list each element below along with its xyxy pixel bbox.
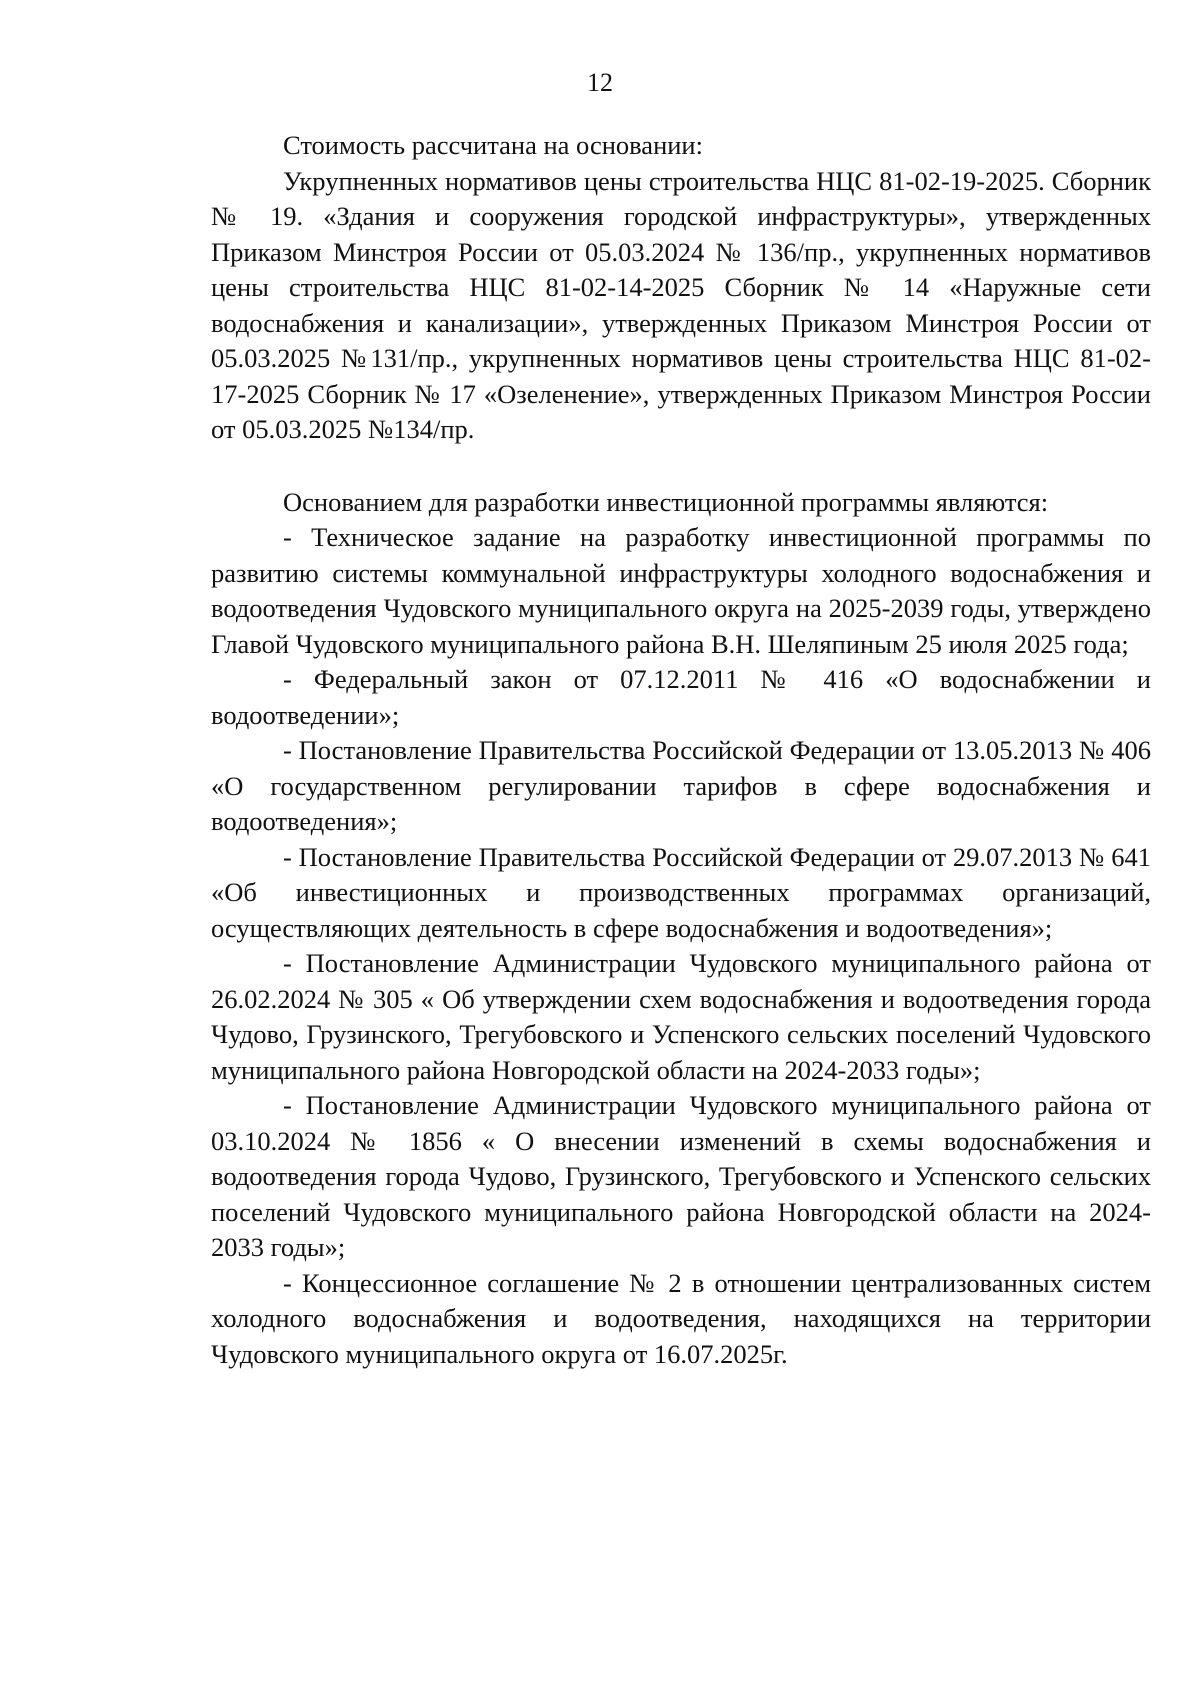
- basis-item-resolution-641: - Постановление Правительства Российской Федерации от 29.07.2013 № 641 «Об инвестиционных и производственных программах организаций, осуществляющих деятельность в сфере водоснабжения и водоотведения»;: [211, 841, 1151, 943]
- program-basis-heading: Основанием для разработки инвестиционной программы являются:: [283, 486, 1049, 517]
- document-body: [211, 128, 1151, 1372]
- basis-item-concession-agreement: - Концессионное соглашение № 2 в отношении централизованных систем холодного водоснабжения и водоотведения, находящихся на территории Чудовского муниципального округа от 16.07.2025г.: [211, 1267, 1151, 1369]
- page-number: 12: [587, 68, 613, 97]
- basis-item-resolution-305: - Постановление Администрации Чудовского муниципального района от 26.02.2024 № 305 « Об утверждении схем водоснабжения и водоотведения города Чудово, Грузинского, Трегубовского и Успенского сельских поселений Чудовского муниципального района Новгородской области на 2024-2033 годы»;: [211, 948, 1151, 1085]
- cost-basis-heading: Стоимость рассчитана на основании:: [283, 130, 703, 160]
- cost-basis-paragraph: Укрупненных нормативов цены строительства НЦС 81-02-19-2025. Сборник № 19. «Здания и сооружения городской инфраструктуры», утвержденных Приказом Минстроя России от 05.03.2024 № 136/пр., укрупненных нормативов цены строительства НЦС 81-02-14-2025 Сборник № 14 «Наружные сети водоснабжения и канализации», утвержденных Приказом Минстроя России от 05.03.2025 №131/пр., укрупненных нормативов цены строительства НЦС 81-02-17-2025 Сборник № 17 «Озеленение», утвержденных Приказом Минстроя России от 05.03.2025 №134/пр.: [211, 165, 1151, 444]
- basis-item-resolution-406: - Постановление Правительства Российской Федерации от 13.05.2013 № 406 «О государственном регулировании тарифов в сфере водоснабжения и водоотведения»;: [211, 735, 1151, 836]
- section-spacer: [211, 448, 1151, 485]
- basis-item-federal-law: - Федеральный закон от 07.12.2011 № 416 «О водоснабжении и водоотведении»;: [211, 664, 1151, 730]
- basis-item-technical-task: - Техническое задание на разработку инвестиционной программы по развитию системы коммунальной инфраструктуры холодного водоснабжения и водоотведения Чудовского муниципального округа на 2025-2039 годы, утверждено Главой Чудовского муниципального района В.Н. Шеляпиным 25 июля 2025 года;: [211, 522, 1151, 659]
- basis-item-resolution-1856: - Постановление Администрации Чудовского муниципального района от 03.10.2024 № 1856 « О внесении изменений в схемы водоснабжения и водоотведения города Чудово, Грузинского, Трегубовского и Успенского сельских поселений Чудовского муниципального района Новгородской области на 2024-2033 годы»;: [211, 1090, 1151, 1262]
